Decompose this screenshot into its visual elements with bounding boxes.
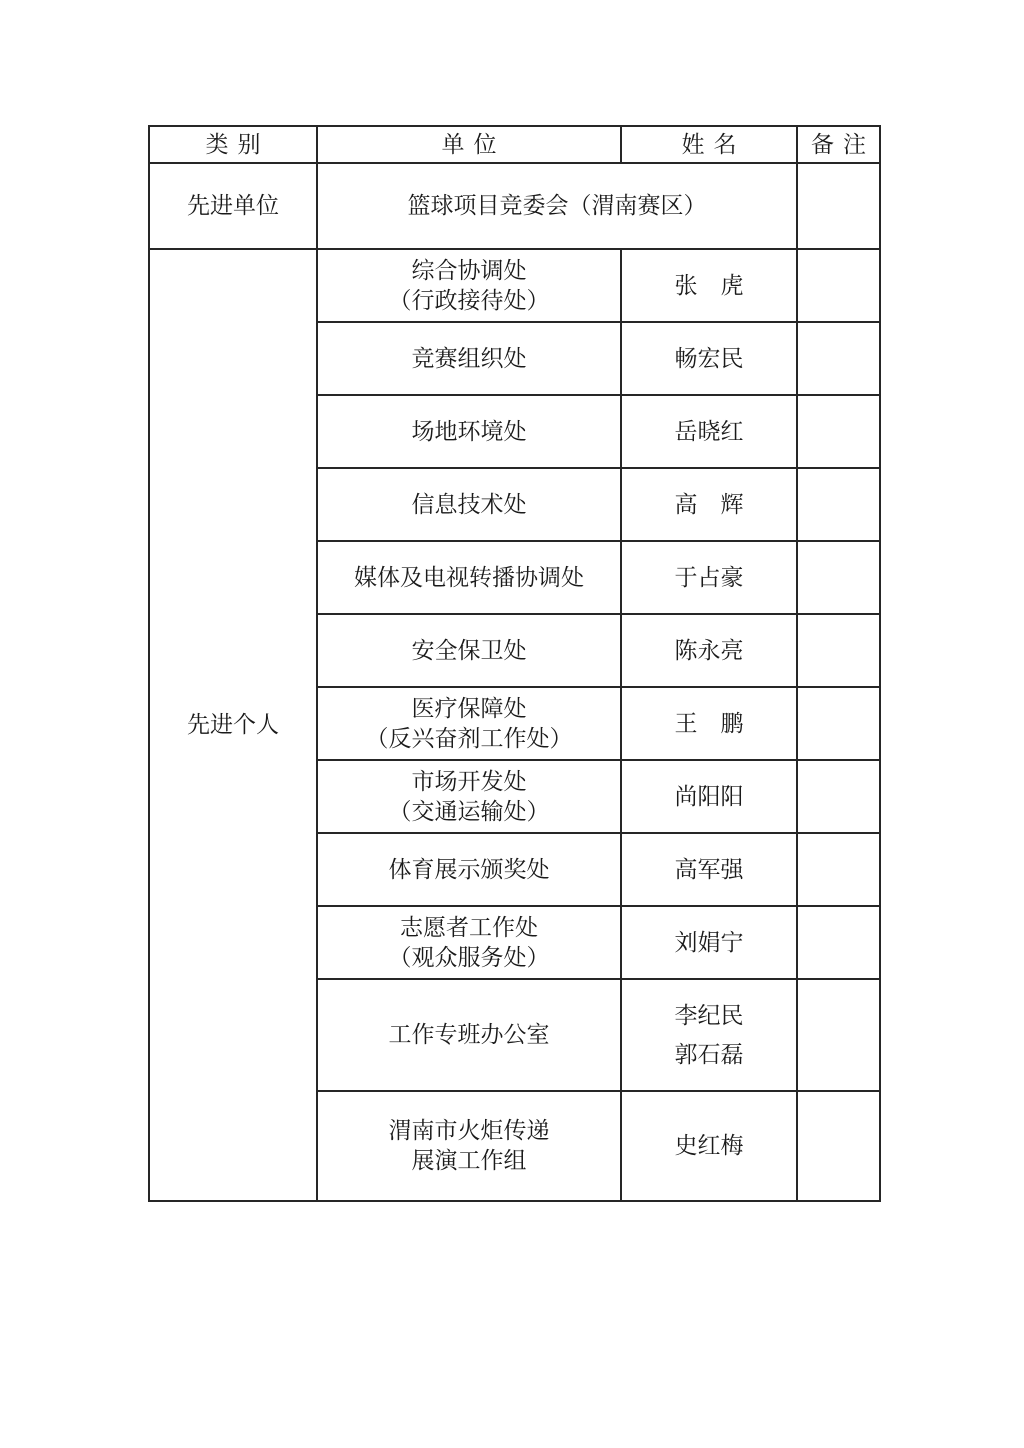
unit-cell xyxy=(317,249,621,322)
col-header-remark: 备注 xyxy=(797,126,880,163)
unit-cell xyxy=(317,687,621,760)
unit-cell: 竞赛组织处 xyxy=(317,322,621,395)
remark-cell xyxy=(797,906,880,979)
unit-cell: 场地环境处 xyxy=(317,395,621,468)
unit-line: （行政接待处） xyxy=(388,287,550,313)
category-cell-advanced-unit: 先进单位 xyxy=(149,163,317,249)
unit-line: 综合协调处 xyxy=(411,257,527,283)
remark-cell xyxy=(797,1091,880,1201)
table-header-row xyxy=(149,126,880,163)
remark-cell xyxy=(797,614,880,687)
name-cell: 尚阳阳 xyxy=(621,760,797,833)
name-cell: 刘娟宁 xyxy=(621,906,797,979)
remark-cell xyxy=(797,395,880,468)
remark-cell xyxy=(797,163,880,249)
name-line: 李纪民 xyxy=(674,1002,744,1028)
unit-line: （观众服务处） xyxy=(388,944,550,970)
name-cell: 陈永亮 xyxy=(621,614,797,687)
remark-cell xyxy=(797,760,880,833)
name-cell: 高军强 xyxy=(621,833,797,906)
unit-cell: 安全保卫处 xyxy=(317,614,621,687)
awards-table xyxy=(148,125,881,1202)
remark-cell xyxy=(797,322,880,395)
unit-line: （反兴奋剂工作处） xyxy=(365,725,573,751)
name-cell: 张 虎 xyxy=(621,249,797,322)
name-cell: 高 辉 xyxy=(621,468,797,541)
unit-line: 市场开发处 xyxy=(411,768,527,794)
unit-line: （交通运输处） xyxy=(388,798,550,824)
unit-line: 志愿者工作处 xyxy=(400,914,538,940)
unit-line: 医疗保障处 xyxy=(411,695,527,721)
unit-cell xyxy=(317,1091,621,1201)
unit-cell: 体育展示颁奖处 xyxy=(317,833,621,906)
unit-cell xyxy=(317,760,621,833)
remark-cell xyxy=(797,687,880,760)
col-header-name: 姓名 xyxy=(621,126,797,163)
remark-cell xyxy=(797,468,880,541)
table-row-advanced-unit xyxy=(149,163,880,249)
remark-cell xyxy=(797,541,880,614)
name-cell: 畅宏民 xyxy=(621,322,797,395)
remark-cell xyxy=(797,833,880,906)
name-cell: 于占豪 xyxy=(621,541,797,614)
unit-cell xyxy=(317,906,621,979)
unit-cell: 信息技术处 xyxy=(317,468,621,541)
name-line: 郭石磊 xyxy=(674,1041,744,1067)
name-cell xyxy=(621,979,797,1091)
name-cell: 岳晓红 xyxy=(621,395,797,468)
col-header-unit: 单位 xyxy=(317,126,621,163)
unit-line: 渭南市火炬传递 xyxy=(388,1118,550,1144)
category-cell-advanced-individual: 先进个人 xyxy=(149,249,317,1201)
table-row xyxy=(149,249,880,322)
remark-cell xyxy=(797,249,880,322)
col-header-category: 类别 xyxy=(149,126,317,163)
unit-cell: 工作专班办公室 xyxy=(317,979,621,1091)
unit-line: 展演工作组 xyxy=(411,1148,527,1173)
remark-cell xyxy=(797,979,880,1091)
name-cell: 史红梅 xyxy=(621,1091,797,1201)
name-cell: 王 鹏 xyxy=(621,687,797,760)
unit-cell-basketball-committee: 篮球项目竞委会（渭南赛区） xyxy=(317,163,797,249)
unit-cell: 媒体及电视转播协调处 xyxy=(317,541,621,614)
